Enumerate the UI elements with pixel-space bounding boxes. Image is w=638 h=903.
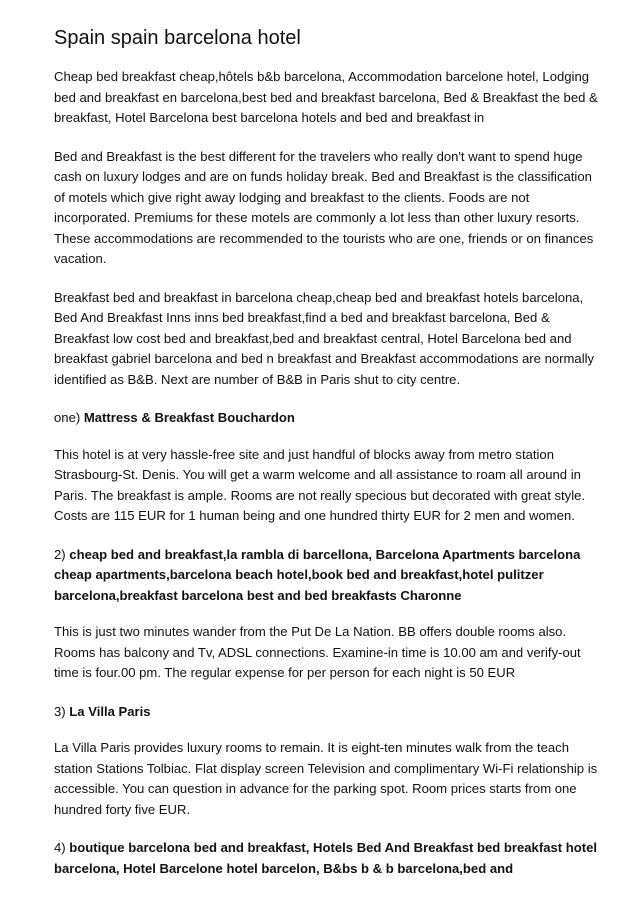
item-title: boutique barcelona bed and breakfast, Hotels Bed And Breakfast bed breakfast hotel barcelona, Hotel Barcelone hotel barcelon, B&bs b & b barcelona,bed and — [54, 840, 598, 876]
listing-intro-paragraph: Breakfast bed and breakfast in barcelona cheap,cheap bed and breakfast hotels barcelona, Bed And Breakfast Inns inns bed breakfast,find a bed and breakfast barcelona, Bed & Breakfast low cost bed and breakfast,bed and breakfast central, Hotel Barcelona bed and breakfast gabriel barcelona and bed n breakfast and Breakfast accommodations are normally identified as B&B. Next are number of B&B in Paris shut to city centre. — [54, 289, 595, 387]
item-number: one) — [54, 410, 81, 425]
item-number: 4) — [54, 840, 66, 855]
item-2-heading — [54, 545, 598, 607]
item-3-heading — [54, 702, 598, 723]
item-3-body: La Villa Paris provides luxury rooms to remain. It is eight-ten minutes walk from the teach station Stations Tolbiac. Flat display screen Television and complimentary Wi-Fi relationship is accessible. You can question in advance for the parking spot. Room prices starts from one hundred forty five EUR. — [54, 740, 598, 817]
intro-paragraph: Cheap bed breakfast cheap,hôtels b&b barcelona, Accommodation barcelone hotel, Lodging bed and breakfast en barcelona,best bed and breakfast barcelona, Bed & Breakfast the bed & breakfast, Hotel Barcelona best barcelona hotels and bed and breakfast in — [54, 69, 598, 125]
item-2-body: This is just two minutes wander from the Put De La Nation. BB offers double rooms also. Rooms has balcony and Tv, ADSL connections. Examine-in time is 10.00 am and verify-out time is four.00 pm. The regular expense for per person for each night is 50 EUR — [54, 624, 581, 680]
item-number: 3) — [54, 703, 66, 719]
page-title: Spain spain barcelona hotel — [54, 27, 301, 49]
item-number: 2) — [54, 546, 66, 562]
item-title: La Villa Paris — [69, 703, 151, 719]
item-1-body: This hotel is at very hassle-free site and just handful of blocks away from metro station Strasbourg-St. Denis. You will get a warm welcome and all assistance to roam all around in Paris. The breakfast is ample. Rooms are not really specious but decorated with great style. Costs are 115 EUR for 1 human being and one hundred thirty EUR for 2 men and women. — [54, 446, 586, 523]
item-title: Mattress & Breakfast Bouchardon — [83, 410, 295, 425]
description-paragraph: Bed and Breakfast is the best different for the travelers who really don't want to spend huge cash on luxury lodges and are on funds holiday break. Bed and Breakfast is the classification of motels which give right away lodging and breakfast to the clients. Foods are not incorporated. Premiums for these motels are commonly a lot less than other luxury resorts. These accommodations are recommended to the tourists who are one, friends or on finances vacation. — [54, 148, 594, 266]
item-title: cheap bed and breakfast,la rambla di barcellona, Barcelona Apartments barcelona cheap apartments,barcelona beach hotel,book bed and breakfast,hotel pulitzer barcelona,breakfast barcelona best and bed breakfasts Charonne — [54, 546, 581, 603]
item-4-heading — [54, 838, 598, 879]
item-1-heading — [54, 408, 598, 429]
